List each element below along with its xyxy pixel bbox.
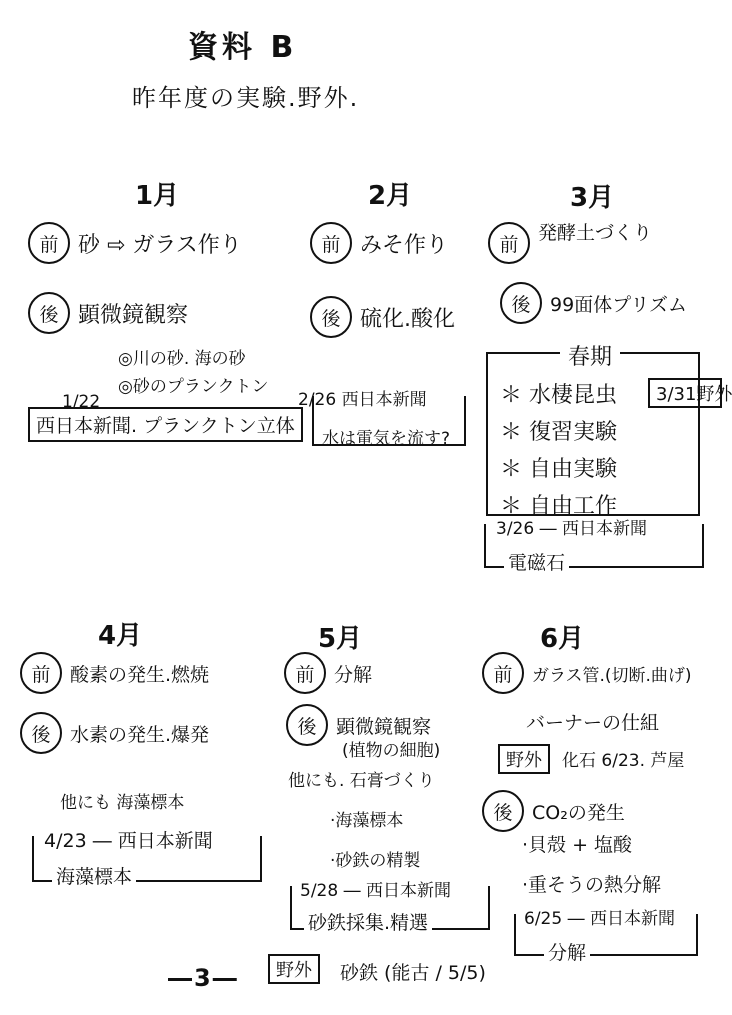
month-label-jan: 1月 bbox=[135, 181, 180, 211]
mar-before-text: 発酵土づくり bbox=[538, 221, 653, 244]
month-label-mar: 3月 bbox=[570, 183, 615, 213]
feb-after-row bbox=[310, 296, 455, 338]
jun-after-text: CO₂の発生 bbox=[532, 801, 625, 824]
feb-before-text: みそ作り bbox=[360, 232, 449, 258]
list-item: ＊ 自由工作 bbox=[500, 489, 617, 520]
mar-news-header: 3/26 ― 西日本新聞 bbox=[496, 519, 647, 539]
jun-news-bracket bbox=[514, 914, 698, 956]
before-circle-icon: 前 bbox=[20, 652, 62, 694]
may-before-row bbox=[284, 652, 372, 694]
jan-after-text: 顕微鏡観察 bbox=[78, 302, 189, 328]
may-after-sub: (植物の細胞) bbox=[342, 741, 441, 761]
document-subtitle: 昨年度の実験.野外. bbox=[132, 84, 360, 112]
may-news-header: 5/28 ― 西日本新聞 bbox=[300, 881, 451, 901]
mar-news-body: 電磁石 bbox=[504, 548, 569, 575]
apr-after-row bbox=[20, 712, 209, 754]
after-circle-icon: 後 bbox=[286, 704, 328, 746]
feb-news-header: 2/26 西日本新聞 bbox=[298, 390, 427, 410]
may-other: 他にも. 石膏づくり bbox=[288, 771, 435, 791]
spring-title: 春期 bbox=[560, 340, 620, 371]
before-circle-icon: 前 bbox=[482, 652, 524, 694]
jun-after-row bbox=[482, 790, 625, 832]
mar-before-row bbox=[488, 222, 652, 264]
before-circle-icon: 前 bbox=[284, 652, 326, 694]
mar-after-text: 99面体プリズム bbox=[550, 293, 688, 316]
may-news-body: 砂鉄採集.精選 bbox=[304, 908, 432, 935]
before-circle-icon: 前 bbox=[488, 222, 530, 264]
page-number: ―3― bbox=[168, 964, 239, 992]
mar-field-tag: 3/31野外 bbox=[648, 378, 722, 408]
month-label-may: 5月 bbox=[318, 624, 363, 654]
apr-news-body: 海藻標本 bbox=[52, 862, 136, 889]
list-item: ＊ 自由実験 bbox=[500, 452, 617, 483]
jun-after-item-1: ·貝殻 + 塩酸 bbox=[522, 834, 633, 856]
after-circle-icon: 後 bbox=[28, 292, 70, 334]
may-after-text: 顕微鏡観察 bbox=[336, 715, 432, 738]
after-circle-icon: 後 bbox=[482, 790, 524, 832]
list-item: ＊ 水棲昆虫 bbox=[500, 378, 617, 409]
after-circle-icon: 後 bbox=[310, 296, 352, 338]
month-label-apr: 4月 bbox=[98, 621, 143, 651]
jun-before-row bbox=[482, 652, 692, 694]
apr-news-header: 4/23 ― 西日本新聞 bbox=[44, 830, 213, 852]
feb-after-text: 硫化.酸化 bbox=[360, 306, 455, 332]
jun-news-header: 6/25 ― 西日本新聞 bbox=[524, 909, 675, 929]
jan-note-1: ◎川の砂. 海の砂 bbox=[118, 349, 246, 369]
jun-field-text: 化石 6/23. 芦屋 bbox=[562, 751, 685, 771]
jan-after-row bbox=[28, 292, 188, 334]
feb-before-row bbox=[310, 222, 448, 264]
jan-before-text: 砂 ⇨ ガラス作り bbox=[78, 232, 242, 258]
jan-note-2: ◎砂のプランクトン bbox=[118, 377, 269, 397]
may-other-item-1: ·海藻標本 bbox=[330, 811, 404, 831]
month-label-feb: 2月 bbox=[368, 181, 413, 211]
may-before-text: 分解 bbox=[334, 663, 373, 686]
apr-before-row bbox=[20, 652, 209, 694]
document-title: 資料 B bbox=[188, 30, 298, 65]
apr-after-text: 水素の発生.爆発 bbox=[70, 723, 210, 746]
jan-news-date: 1/22 bbox=[62, 392, 101, 412]
feb-news-body: 水は電気を流す? bbox=[322, 429, 451, 449]
month-label-jun: 6月 bbox=[540, 624, 585, 654]
before-circle-icon: 前 bbox=[28, 222, 70, 264]
mar-after-row bbox=[500, 282, 687, 324]
jan-news-box: 西日本新聞. プランクトン立体 bbox=[28, 407, 303, 442]
apr-other: 他にも 海藻標本 bbox=[60, 793, 185, 813]
after-circle-icon: 後 bbox=[500, 282, 542, 324]
before-circle-icon: 前 bbox=[310, 222, 352, 264]
list-item: ＊ 復習実験 bbox=[500, 415, 617, 446]
jun-news-body: 分解 bbox=[544, 938, 590, 965]
apr-before-text: 酸素の発生.燃焼 bbox=[70, 663, 210, 686]
may-field-tag: 野外 bbox=[268, 954, 320, 984]
jun-field-tag: 野外 bbox=[498, 744, 550, 774]
after-circle-icon: 後 bbox=[20, 712, 62, 754]
may-field-text: 砂鉄 (能古 / 5/5) bbox=[340, 962, 486, 984]
jan-before-row bbox=[28, 222, 242, 264]
jun-burner: バーナーの仕組 bbox=[526, 712, 660, 734]
may-other-item-2: ·砂鉄の精製 bbox=[330, 851, 421, 871]
spring-list bbox=[500, 378, 617, 526]
jun-after-item-2: ·重そうの熱分解 bbox=[522, 874, 662, 896]
jun-before-text: ガラス管.(切断.曲げ) bbox=[532, 665, 692, 686]
